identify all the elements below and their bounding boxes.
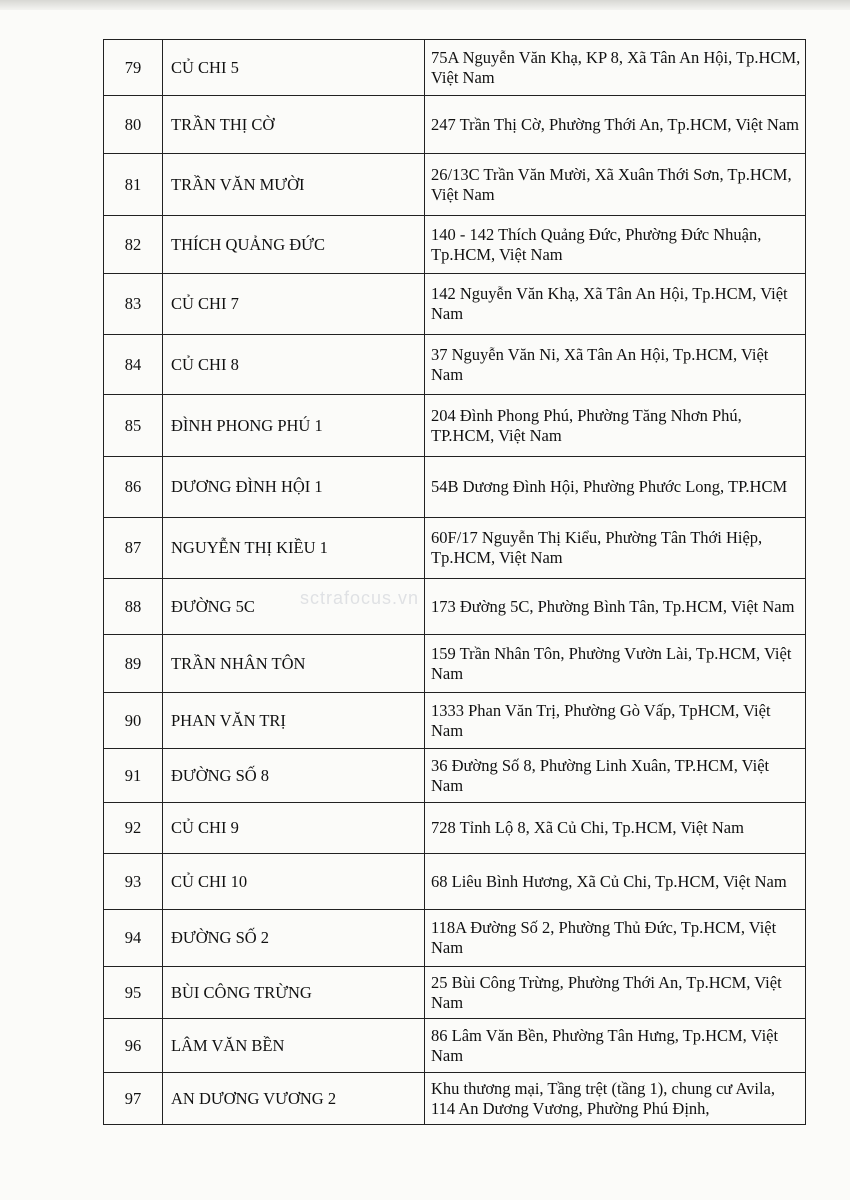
table-row — [104, 910, 806, 967]
store-name: TRẦN VĂN MƯỜI — [163, 154, 425, 216]
row-number: 91 — [104, 749, 163, 803]
row-number: 96 — [104, 1019, 163, 1073]
store-address: 1333 Phan Văn Trị, Phường Gò Vấp, TpHCM, Việt Nam — [425, 693, 806, 749]
store-name: TRẦN THỊ CỜ — [163, 96, 425, 154]
store-address: 60F/17 Nguyễn Thị Kiểu, Phường Tân Thới Hiệp, Tp.HCM, Việt Nam — [425, 518, 806, 579]
row-number: 85 — [104, 395, 163, 457]
store-name: ĐƯỜNG SỐ 8 — [163, 749, 425, 803]
table-row — [104, 1073, 806, 1125]
table-row — [104, 457, 806, 518]
row-number: 93 — [104, 854, 163, 910]
store-name: TRẦN NHÂN TÔN — [163, 635, 425, 693]
table-row — [104, 1019, 806, 1073]
row-number: 84 — [104, 335, 163, 395]
table-row — [104, 518, 806, 579]
store-address: 26/13C Trần Văn Mười, Xã Xuân Thới Sơn, Tp.HCM, Việt Nam — [425, 154, 806, 216]
row-number: 95 — [104, 967, 163, 1019]
store-name: ĐƯỜNG SỐ 2 — [163, 910, 425, 967]
row-number: 88 — [104, 579, 163, 635]
store-name: DƯƠNG ĐÌNH HỘI 1 — [163, 457, 425, 518]
table-row — [104, 749, 806, 803]
store-address: 247 Trần Thị Cờ, Phường Thới An, Tp.HCM, Việt Nam — [425, 96, 806, 154]
table-row — [104, 274, 806, 335]
table-row — [104, 216, 806, 274]
store-name: THÍCH QUẢNG ĐỨC — [163, 216, 425, 274]
table-row — [104, 40, 806, 96]
table-row — [104, 335, 806, 395]
store-address: 25 Bùi Công Trừng, Phường Thới An, Tp.HCM, Việt Nam — [425, 967, 806, 1019]
table-row — [104, 579, 806, 635]
table-row — [104, 803, 806, 854]
row-number: 81 — [104, 154, 163, 216]
store-name: ĐÌNH PHONG PHÚ 1 — [163, 395, 425, 457]
store-name: CỦ CHI 8 — [163, 335, 425, 395]
store-name: AN DƯƠNG VƯƠNG 2 — [163, 1073, 425, 1125]
row-number: 83 — [104, 274, 163, 335]
store-address: 36 Đường Số 8, Phường Linh Xuân, TP.HCM, Việt Nam — [425, 749, 806, 803]
table-row — [104, 395, 806, 457]
store-address: 37 Nguyễn Văn Ni, Xã Tân An Hội, Tp.HCM, Việt Nam — [425, 335, 806, 395]
store-name: PHAN VĂN TRỊ — [163, 693, 425, 749]
store-name: LÂM VĂN BỀN — [163, 1019, 425, 1073]
row-number: 94 — [104, 910, 163, 967]
store-address: 142 Nguyễn Văn Khạ, Xã Tân An Hội, Tp.HCM, Việt Nam — [425, 274, 806, 335]
row-number: 87 — [104, 518, 163, 579]
table-row — [104, 854, 806, 910]
store-name: ĐƯỜNG 5C — [163, 579, 425, 635]
watermark: sctrafocus.vn — [300, 588, 420, 608]
table-row — [104, 967, 806, 1019]
row-number: 79 — [104, 40, 163, 96]
row-number: 82 — [104, 216, 163, 274]
store-name: NGUYỄN THỊ KIỀU 1 — [163, 518, 425, 579]
row-number: 92 — [104, 803, 163, 854]
row-number: 89 — [104, 635, 163, 693]
table-row — [104, 154, 806, 216]
store-name: CỦ CHI 7 — [163, 274, 425, 335]
table-body — [104, 40, 806, 1125]
row-number: 97 — [104, 1073, 163, 1125]
store-address: Khu thương mại, Tầng trệt (tầng 1), chung cư Avila, 114 An Dương Vương, Phường Phú Định, — [425, 1073, 806, 1125]
store-address: 54B Dương Đình Hội, Phường Phước Long, TP.HCM — [425, 457, 806, 518]
store-name: CỦ CHI 5 — [163, 40, 425, 96]
store-address: 86 Lâm Văn Bền, Phường Tân Hưng, Tp.HCM, Việt Nam — [425, 1019, 806, 1073]
store-address: 68 Liêu Bình Hương, Xã Củ Chi, Tp.HCM, Việt Nam — [425, 854, 806, 910]
scan-edge — [0, 0, 850, 10]
store-address: 75A Nguyễn Văn Khạ, KP 8, Xã Tân An Hội, Tp.HCM, Việt Nam — [425, 40, 806, 96]
row-number: 90 — [104, 693, 163, 749]
store-address: 159 Trần Nhân Tôn, Phường Vườn Lài, Tp.HCM, Việt Nam — [425, 635, 806, 693]
table-row — [104, 635, 806, 693]
row-number: 80 — [104, 96, 163, 154]
store-name: BÙI CÔNG TRỪNG — [163, 967, 425, 1019]
store-name: CỦ CHI 9 — [163, 803, 425, 854]
store-address-table — [103, 39, 806, 1125]
store-address: 140 - 142 Thích Quảng Đức, Phường Đức Nhuận, Tp.HCM, Việt Nam — [425, 216, 806, 274]
store-address: 118A Đường Số 2, Phường Thủ Đức, Tp.HCM, Việt Nam — [425, 910, 806, 967]
table-row — [104, 96, 806, 154]
store-address: 173 Đường 5C, Phường Bình Tân, Tp.HCM, Việt Nam — [425, 579, 806, 635]
table-row — [104, 693, 806, 749]
row-number: 86 — [104, 457, 163, 518]
store-address: 728 Tỉnh Lộ 8, Xã Củ Chi, Tp.HCM, Việt Nam — [425, 803, 806, 854]
store-address: 204 Đình Phong Phú, Phường Tăng Nhơn Phú, TP.HCM, Việt Nam — [425, 395, 806, 457]
store-name: CỦ CHI 10 — [163, 854, 425, 910]
